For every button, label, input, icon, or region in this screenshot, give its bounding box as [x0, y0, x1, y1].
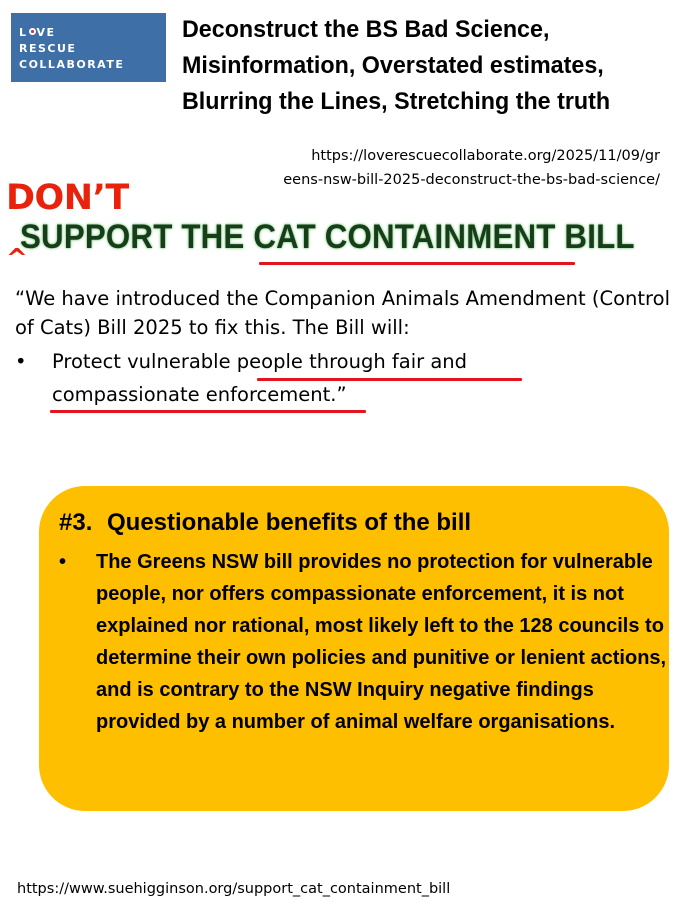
source-url-text[interactable]: https://loverescuecollaborate.org/2025/11/09/gr eens-nsw-bill-2025-deconstruct-the-bs-bad-science/ [283, 148, 660, 188]
logo-line-3: COLLABORATE [19, 58, 125, 71]
footer-link[interactable]: https://www.suehigginson.org/support_cat_containment_bill [17, 881, 451, 897]
callout-heading [59, 506, 659, 540]
callout-heading-text: Questionable benefits of the bill [107, 509, 472, 536]
underline-people-fair [257, 378, 522, 381]
insert-caret: ^ [6, 244, 28, 274]
underline-cat-containment-bill [259, 262, 575, 265]
quote-bullet-text: Protect vulnerable people through fair and compassionate enforcement.” [52, 350, 468, 406]
heart-o-icon [28, 27, 37, 36]
logo-line-1: L VE [19, 26, 56, 39]
quote-intro: “We have introduced the Companion Animals Amendment (Control of Cats) Bill 2025 to fix this. The Bill will: [15, 287, 670, 339]
underline-compassionate-enforcement [50, 410, 366, 413]
support-bill-banner: SUPPORT THE CAT CONTAINMENT BILL [20, 218, 635, 256]
page-title: Deconstruct the BS Bad Science, Misinformation, Overstated estimates, Blurring the Lines, Stretching the truth [182, 16, 611, 115]
love-rescue-collaborate-logo [11, 13, 166, 82]
logo-line-2: RESCUE [19, 42, 77, 55]
callout-number: #3. [59, 509, 93, 536]
callout-text: The Greens NSW bill provides no protection for vulnerable people, nor offers compassionate enforcement, it is not explained nor rational, most likely left to the 128 councils to determine their own policies and punitive or lenient actions, and is contrary to the NSW Inquiry negative findings provided by a number of animal welfare organisations. [96, 551, 667, 733]
source-link[interactable] [182, 144, 660, 192]
bullet-dot: • [59, 551, 67, 573]
bullet-dot: • [15, 350, 27, 373]
dont-overlay: DON’T [6, 178, 129, 218]
